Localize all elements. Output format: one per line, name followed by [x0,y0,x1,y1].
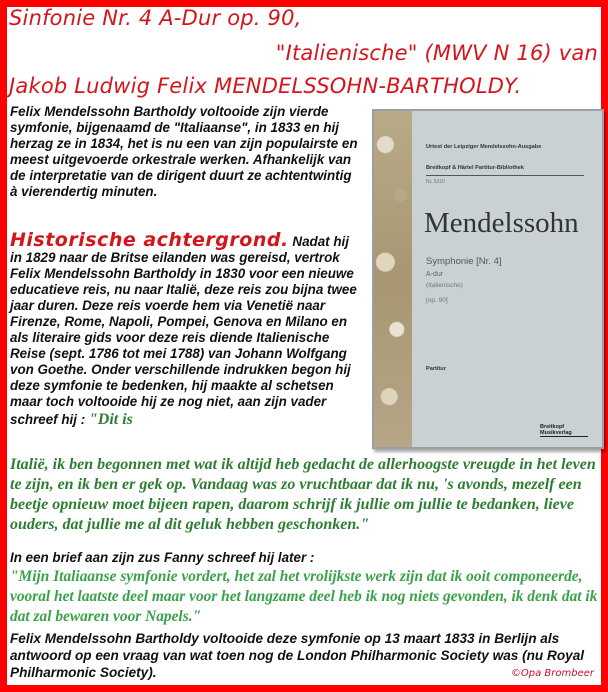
title-line-3: Jakob Ludwig Felix MENDELSSOHN-BARTHOLDY. [9,74,522,98]
cover-type: Partitur [426,366,446,372]
cover-key: A-dur [426,271,444,278]
history-text: Nadat hij in 1829 naar de Britse eilanden was gereisd, vertrok Felix Mendelssohn Bartholdy in 1830 voor een nieuwe educatieve reis, nu naar Italië, deze reis zou bijna twee jaar duren. Deze reis voerde hem via Venetië naar Firenze, Rome, Napoli, Pompei, Genova en Milano en als literaire gids voor deze reis diende Italienische Reise (sept. 1786 tot mei 1788) van Johann Wolfgang von Goethe. Onder verschillende indrukken begon hij deze symfonie te bedenken, hij maakte al schetsen maar toch voltooide hij ze nog niet, aan zijn vader schreef hij : [10,234,357,427]
score-cover-image [372,109,604,449]
ornament-strip [374,111,412,447]
cover-urtext: Urtext der Leipziger Mendelssohn-Ausgabe [426,144,542,150]
publisher-logo: Breitkopf Musikverlag [540,424,588,437]
title-line-1: Sinfonie Nr. 4 A-Dur op. 90, [9,6,302,30]
history-paragraph [10,229,362,430]
fanny-intro: In een brief aan zijn zus Fanny schreef hij later : [10,550,315,565]
cover-opus: [op. 90] [426,297,448,304]
father-quote: Italië, ik ben begonnen met wat ik altijd heb gedacht de allerhoogste vreugde in het leven te zijn, en ik ben er gek op. Vandaag was zo vruchtbaar dat ik nu, 's avonds, mezelf een beetje opnieuw moet bijeen rapen, daarom schrijf ik jullie om jullie te bedanken, lieve ouders, dat jullie me al dit geluk hebben geschonken." [10,456,596,533]
fanny-quote: "Mijn Italiaanse symfonie vordert, het zal het vrolijkste werk zijn dat ik ooit componeerde, vooral het laatste deel maar voor het langzame deel heb ik nog niets gevonden, ik denk dat ik dat zal bewaren voor Napels." [10,568,598,625]
history-heading: Historische achtergrond. [10,229,289,251]
intro-paragraph: Felix Mendelssohn Bartholdy voltooide zijn vierde symfonie, bijgenaamd de "Italiaanse", in 1833 en hij herzag ze in 1834, het is nu een van zijn populairste en meest uitgevoerde orkestrale werken. Afhankelijk van de interpretatie van de dirigent duurt ze achtentwintig à vierendertig minuten. [10,104,358,199]
cover-work: Symphonie [Nr. 4] [426,256,502,267]
cover-nickname: (Italienische) [426,282,463,289]
cover-rule [426,175,584,176]
cover-composer: Mendelssohn [424,207,579,239]
cover-number: Nr. 5310 [426,179,445,185]
title-line-2: "Italienische" (MWV N 16) van [275,41,598,65]
cover-series: Breitkopf & Härtel Partitur-Bibliothek [426,165,524,171]
closing-paragraph: Felix Mendelssohn Bartholdy voltooide deze symfonie op 13 maart 1833 in Berlijn als antwoord op een vraag van wat toen nog de London Philharmonic Society was (nu Royal Philharmonic Society). [10,631,585,680]
credit-signature: ©Opa Brombeer [510,668,594,679]
quote-start: "Dit is [88,411,133,428]
